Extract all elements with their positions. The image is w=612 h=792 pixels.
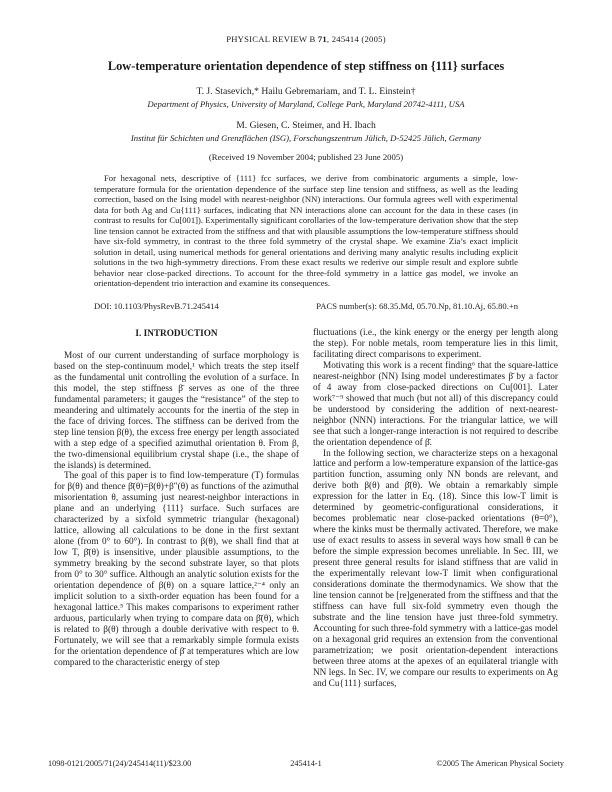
paragraph: Most of our current understanding of surface morphology is based on the step-continuum model,¹ which treats the step itself as the fundamental unit controlling the evolution of a surface. In this model, the step stiffness β̄ serves as one of the three fundamental parameters; it gauges the “resistance” of the step to meandering and ultimately accounts for the inertia of the step in the face of driving forces. The stiffness can be derived from the step line tension β(θ), the excess free energy per length associated with a step edge of a specified azimuthal orientation θ. From β, the two-dimensional equilibrium crystal shape (i.e., the shape of the islands) is determined. [54, 350, 299, 471]
footer-issn-price: 1098-0121/2005/71(24)/245414(11)/$23.00 [48, 759, 192, 768]
body-columns [54, 328, 558, 689]
doi-pacs-row [94, 301, 518, 311]
journal-volume: 71 [317, 34, 327, 44]
affiliation-2: Institut für Schichten und Grenzflächen (ISG), Forschungszentrum Jülich, D-52425 Jülich, Germany [130, 133, 482, 143]
journal-issue-info: , 245414 (2005) [326, 34, 386, 44]
affiliation-1: Department of Physics, University of Maryland, College Park, Maryland 20742-4111, USA [147, 99, 465, 109]
pacs-text: PACS number(s): 68.35.Md, 05.70.Np, 81.10.Aj, 65.80.+n [316, 301, 518, 312]
paragraph: Motivating this work is a recent finding⁶ that the square-lattice nearest-neighbor (NN) Ising model underestimates β̄ by a factor of 4 away from close-packed directions on Cu[001]. Later work⁷⁻⁹ showed that much (but not all) of this discrepancy could be understood by considering the addition of next-nearest-neighbor (NNN) interactions. For the triangular lattice, we will see that such a longer-range interaction is not required to describe the orientation dependence of β̄. [313, 360, 558, 448]
authors-group-2: M. Giesen, C. Steimer, and H. Ibach [236, 120, 376, 131]
authors-group-1: T. J. Stasevich,* Hailu Gebremariam, and T. L. Einstein† [196, 86, 416, 97]
paper-title: Low-temperature orientation dependence of step stiffness on {111} surfaces [107, 59, 505, 73]
right-column [313, 328, 558, 689]
paragraph: In the following section, we characterize steps on a hexagonal lattice and perform a low-temperature expansion of the lattice-gas partition function, assuming only NN bonds are relevant, and derive both β(θ) and β̄(θ). We obtain a remarkably simple expression for the latter in Eq. (18). Since this low-T limit is determined by geometric-configurational considerations, it becomes problematic near close-packed orientations (θ=0°), where the kinks must be thermally activated. Therefore, we make use of exact results to assess in several ways how small θ can be before the simple expression becomes unreliable. In Sec. III, we present three general results for island stiffness that are valid in the experimentally relevant low-T limit when configurational considerations dominate the thermodynamics. We show that the line tension cannot be [re]generated from the stiffness and that the stiffness can have full six-fold symmetry even though the substrate and the line tension have just three-fold symmetry. Accounting for such three-fold symmetry with a lattice-gas model on a hexagonal grid requires an extension from the conventional parametrization; we posit orientation-dependent interactions between three atoms at the apexes of an equilateral triangle with NN legs. In Sec. IV, we compare our results to experiments on Ag and Cu{111} surfaces, [313, 448, 558, 689]
journal-header [54, 34, 558, 44]
paragraph: fluctuations (i.e., the kink energy or the energy per length along the step). For noble metals, room temperature lies in this limit, facilitating direct comparisons to experiment. [313, 328, 558, 360]
section-heading-introduction: I. INTRODUCTION [135, 329, 218, 340]
left-column [54, 328, 299, 689]
doi-text: DOI: 10.1103/PhysRevB.71.245414 [94, 301, 219, 312]
footer-copyright: ©2005 The American Physical Society [436, 759, 564, 768]
journal-name: PHYSICAL REVIEW B [226, 34, 318, 44]
paragraph: The goal of this paper is to find low-temperature (T) formulas for β(θ) and thence β̄(θ)=β(θ)+β″(θ) as functions of the azimuthal misorientation θ, assuming just nearest-neighbor interactions in plane and an underlying {111} surface. Such surfaces are characterized by a sixfold symmetric triangular (hexagonal) lattice, allowing all calculations to be done in the first sextant alone (from 0° to 60°). In contrast to β(θ), we shall find that at low T, β̄(θ) is insensitive, under plausible assumptions, to the symmetry breaking by the second substrate layer, so that plots from 0° to 30° suffice. Although an analytic solution exists for the orientation dependence of β(θ) on a square lattice,²⁻⁴ only an implicit solution to a sixth-order equation has been found for a hexagonal lattice.⁵ This makes comparisons to experiment rather arduous, particularly when trying to compare data on β̄(θ), which is related to β(θ) through a double derivative with respect to θ. Fortunately, we will see that a remarkably simple formula exists for the orientation dependence of β̄ at temperatures which are low compared to the characteristic energy of step [54, 471, 299, 668]
abstract-text: For hexagonal nets, descriptive of {111} fcc surfaces, we derive from combinatoric arguments a simple, low-temperature formula for the orientation dependence of the surface step line tension and stiffness, as well as the leading correction, based on the Ising model with nearest-neighbor (NN) interactions. Our formula agrees well with experimental data for both Ag and Cu{111} surfaces, indicating that NN interactions alone can account for the data in these cases (in contrast to results for Cu[001]). Experimentally significant corollaries of the low-temperature derivation show that the step line tension cannot be extracted from the stiffness and that with plausible assumptions the low-temperature stiffness should have six-fold symmetry, in contrast to the three fold symmetry of the crystal shape. We examine Zia’s exact implicit solution in detail, using numerical methods for general orientations and deriving many analytic results including explicit solutions in the two high-symmetry directions. From these exact results we rederive our simple result and explore subtle behavior near close-packed directions. To account for the three-fold symmetry in a lattice gas model, we invoke an orientation-dependent trio interaction and examine its consequences. [94, 173, 518, 289]
footer-page-number: 245414-1 [290, 759, 322, 768]
received-line: (Received 19 November 2004; published 23 June 2005) [208, 152, 404, 162]
page-footer [48, 759, 564, 768]
